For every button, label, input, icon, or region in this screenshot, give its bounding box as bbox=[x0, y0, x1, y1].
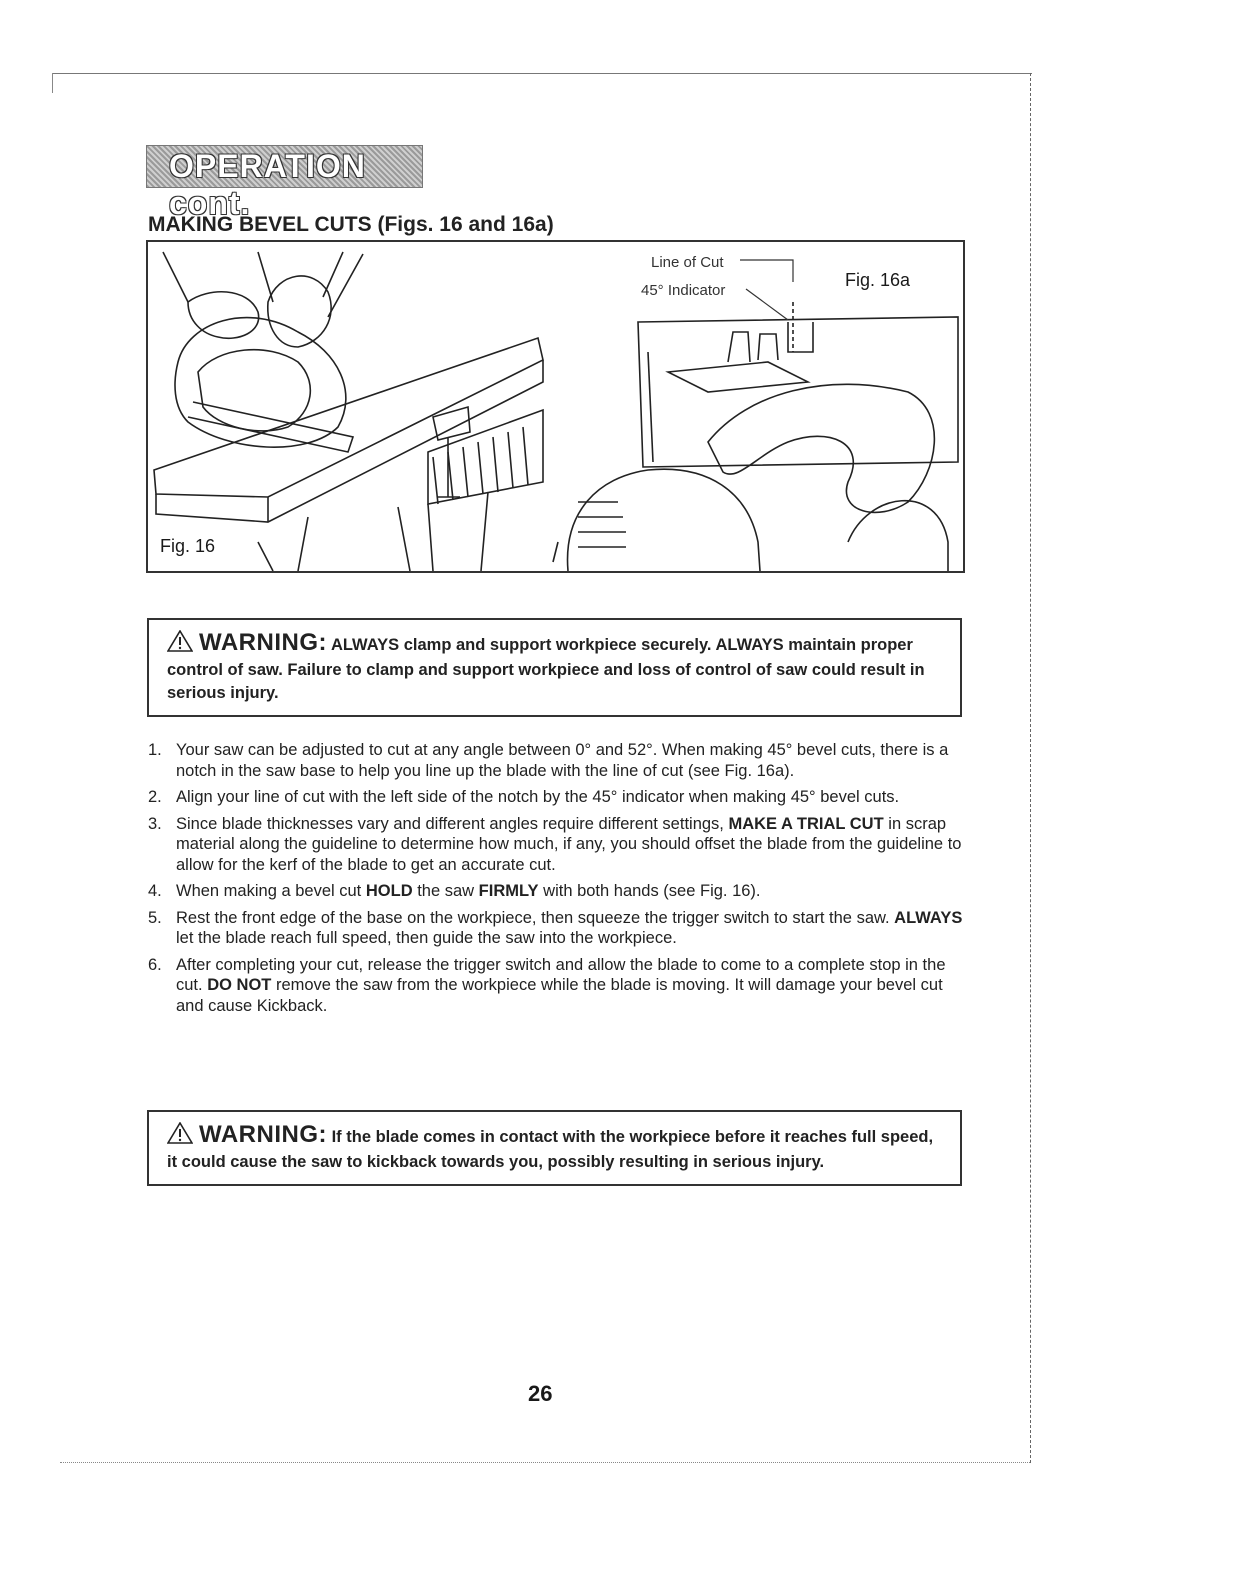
list-item: 3. Since blade thicknesses vary and different angles require different settings, MAKE A TRIAL CUT in scrap material along the guideline to determine how much, if any, you should offset the blade from the guideline to allow for the kerf of the blade to get an accurate cut. bbox=[148, 814, 962, 874]
figure-panel bbox=[146, 240, 965, 573]
instruction-list bbox=[148, 740, 968, 1022]
page-number: 26 bbox=[528, 1381, 553, 1406]
circular-saw bbox=[175, 318, 346, 448]
warning-2-text: If the blade comes in contact with the workpiece before it reaches full speed, it could cause the saw to kickback towards you, possibly resulting in serious injury. bbox=[167, 1128, 934, 1171]
warning-1-heading: WARNING: bbox=[199, 629, 327, 656]
page-frame-bottom bbox=[60, 1462, 1030, 1463]
warning-triangle-icon bbox=[167, 1122, 193, 1151]
callout-45-indicator: 45° Indicator bbox=[641, 282, 726, 299]
section-banner bbox=[146, 145, 423, 221]
warning-box-2 bbox=[147, 1110, 962, 1186]
warning-triangle-icon bbox=[167, 630, 193, 659]
saw-base-plate bbox=[638, 317, 958, 467]
warning-2-heading: WARNING: bbox=[199, 1121, 327, 1148]
banner-text: OPERATION cont. bbox=[169, 148, 366, 221]
line-of-cut-leader bbox=[740, 260, 793, 282]
section-title: MAKING BEVEL CUTS (Figs. 16 and 16a) bbox=[148, 213, 554, 236]
saw-handle bbox=[708, 384, 934, 512]
workpiece-board bbox=[154, 338, 543, 497]
callout-line-of-cut: Line of Cut bbox=[651, 254, 724, 271]
hands bbox=[188, 292, 259, 339]
page-frame-left bbox=[52, 73, 53, 93]
list-item: 6. After completing your cut, release the trigger switch and allow the blade to come to a complete stop in the cut. DO NOT remove the saw from the workpiece while the blade is moving. It will damage your bevel cut and cause Kickback. bbox=[148, 955, 946, 1015]
fig16-label: Fig. 16 bbox=[160, 536, 216, 556]
warning-box-1 bbox=[147, 618, 962, 717]
figure-illustration bbox=[148, 242, 963, 571]
page-frame-top bbox=[52, 73, 1032, 74]
warning-1-text: ALWAYS clamp and support workpiece securely. ALWAYS maintain proper control of saw. Failure to clamp and support workpiece and loss of control of saw could result in serious injury. bbox=[167, 636, 925, 702]
list-item: 4. When making a bevel cut HOLD the saw FIRMLY with both hands (see Fig. 16). bbox=[148, 882, 761, 900]
page-frame-right bbox=[1030, 73, 1031, 1463]
indicator-leader bbox=[746, 289, 788, 320]
list-item: 2. Align your line of cut with the left side of the notch by the 45° indicator when making 45° bevel cuts. bbox=[148, 788, 900, 806]
list-item: 1. Your saw can be adjusted to cut at any angle between 0° and 52°. When making 45° bevel cuts, there is a notch in the saw base to help you line up the blade with the line of cut (see Fig. 16a). bbox=[148, 741, 949, 780]
saw-motor bbox=[568, 469, 760, 571]
indicator-notch bbox=[788, 322, 813, 352]
fig16a-label: Fig. 16a bbox=[845, 270, 911, 290]
list-item: 5. Rest the front edge of the base on the workpiece, then squeeze the trigger switch to start the saw. ALWAYS let the blade reach full speed, then guide the saw into the workpiece. bbox=[148, 908, 963, 947]
